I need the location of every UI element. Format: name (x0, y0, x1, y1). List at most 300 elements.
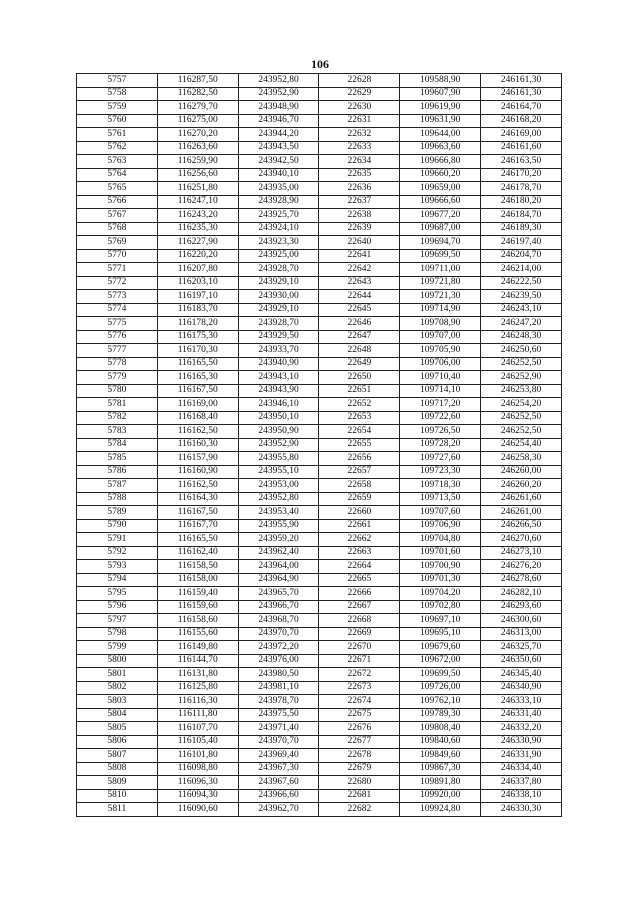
cell-y-coordinate-2: 246247,20 (481, 317, 562, 331)
cell-point-number: 5798 (77, 627, 158, 641)
cell-x-coordinate: 116159,40 (157, 587, 238, 601)
cell-point-number: 5758 (77, 87, 158, 101)
cell-point-number-2: 22670 (319, 641, 400, 655)
cell-x-coordinate-2: 109726,50 (400, 425, 481, 439)
cell-y-coordinate-2: 246250,60 (481, 344, 562, 358)
cell-y-coordinate-2: 246189,30 (481, 222, 562, 236)
cell-point-number: 5791 (77, 533, 158, 547)
cell-x-coordinate-2: 109666,60 (400, 195, 481, 209)
cell-point-number: 5785 (77, 452, 158, 466)
cell-y-coordinate-2: 246334,40 (481, 762, 562, 776)
cell-y-coordinate-2: 246261,60 (481, 492, 562, 506)
table-row (77, 560, 562, 574)
cell-point-number-2: 22668 (319, 614, 400, 628)
cell-y-coordinate: 243946,10 (238, 398, 319, 412)
table-row (77, 182, 562, 196)
cell-x-coordinate-2: 109695,10 (400, 627, 481, 641)
cell-x-coordinate: 116096,30 (157, 776, 238, 790)
cell-y-coordinate-2: 246252,50 (481, 411, 562, 425)
cell-y-coordinate-2: 246222,50 (481, 276, 562, 290)
cell-x-coordinate-2: 109718,30 (400, 479, 481, 493)
cell-y-coordinate-2: 246300,60 (481, 614, 562, 628)
cell-point-number-2: 22639 (319, 222, 400, 236)
table-row (77, 654, 562, 668)
cell-y-coordinate: 243965,70 (238, 587, 319, 601)
cell-point-number-2: 22632 (319, 128, 400, 142)
cell-point-number-2: 22654 (319, 425, 400, 439)
cell-y-coordinate: 243955,10 (238, 465, 319, 479)
cell-x-coordinate-2: 109867,30 (400, 762, 481, 776)
cell-y-coordinate-2: 246330,30 (481, 803, 562, 817)
cell-point-number-2: 22657 (319, 465, 400, 479)
cell-x-coordinate-2: 109711,00 (400, 263, 481, 277)
cell-y-coordinate-2: 246260,20 (481, 479, 562, 493)
cell-point-number-2: 22646 (319, 317, 400, 331)
cell-x-coordinate: 116090,60 (157, 803, 238, 817)
cell-y-coordinate-2: 246261,00 (481, 506, 562, 520)
cell-point-number-2: 22645 (319, 303, 400, 317)
cell-point-number: 5810 (77, 789, 158, 803)
cell-x-coordinate: 116159,60 (157, 600, 238, 614)
cell-y-coordinate: 243966,60 (238, 789, 319, 803)
cell-x-coordinate: 116235,30 (157, 222, 238, 236)
cell-point-number-2: 22637 (319, 195, 400, 209)
cell-point-number-2: 22660 (319, 506, 400, 520)
cell-y-coordinate-2: 246330,90 (481, 735, 562, 749)
cell-point-number-2: 22636 (319, 182, 400, 196)
cell-x-coordinate: 116279,70 (157, 101, 238, 115)
cell-x-coordinate-2: 109700,90 (400, 560, 481, 574)
cell-point-number-2: 22640 (319, 236, 400, 250)
cell-point-number-2: 22644 (319, 290, 400, 304)
cell-x-coordinate: 116164,30 (157, 492, 238, 506)
coordinates-table-body (77, 74, 562, 817)
cell-x-coordinate: 116275,00 (157, 114, 238, 128)
cell-point-number: 5762 (77, 141, 158, 155)
cell-y-coordinate-2: 246258,30 (481, 452, 562, 466)
table-row (77, 249, 562, 263)
cell-y-coordinate-2: 246254,20 (481, 398, 562, 412)
cell-x-coordinate-2: 109924,80 (400, 803, 481, 817)
cell-point-number: 5805 (77, 722, 158, 736)
cell-x-coordinate: 116149,80 (157, 641, 238, 655)
table-row (77, 195, 562, 209)
cell-point-number: 5773 (77, 290, 158, 304)
cell-point-number: 5761 (77, 128, 158, 142)
cell-x-coordinate-2: 109707,00 (400, 330, 481, 344)
cell-y-coordinate: 243953,40 (238, 506, 319, 520)
cell-x-coordinate-2: 109679,60 (400, 641, 481, 655)
cell-y-coordinate: 243923,30 (238, 236, 319, 250)
cell-y-coordinate: 243942,50 (238, 155, 319, 169)
cell-y-coordinate-2: 246161,30 (481, 74, 562, 88)
coordinates-table (76, 73, 562, 817)
cell-x-coordinate: 116256,60 (157, 168, 238, 182)
cell-x-coordinate: 116144,70 (157, 654, 238, 668)
cell-x-coordinate: 116165,30 (157, 371, 238, 385)
cell-point-number-2: 22638 (319, 209, 400, 223)
cell-y-coordinate-2: 246164,70 (481, 101, 562, 115)
cell-y-coordinate-2: 246345,40 (481, 668, 562, 682)
cell-y-coordinate-2: 246214,00 (481, 263, 562, 277)
cell-x-coordinate: 116251,80 (157, 182, 238, 196)
cell-point-number: 5775 (77, 317, 158, 331)
cell-x-coordinate: 116167,70 (157, 519, 238, 533)
cell-y-coordinate-2: 246163,50 (481, 155, 562, 169)
cell-y-coordinate: 243959,20 (238, 533, 319, 547)
cell-x-coordinate: 116170,30 (157, 344, 238, 358)
cell-x-coordinate-2: 109699,50 (400, 668, 481, 682)
cell-point-number-2: 22651 (319, 384, 400, 398)
cell-point-number-2: 22680 (319, 776, 400, 790)
cell-x-coordinate: 116155,60 (157, 627, 238, 641)
cell-point-number-2: 22672 (319, 668, 400, 682)
cell-x-coordinate: 116178,20 (157, 317, 238, 331)
cell-y-coordinate: 243929,10 (238, 303, 319, 317)
cell-point-number: 5767 (77, 209, 158, 223)
table-row (77, 101, 562, 115)
cell-x-coordinate-2: 109714,90 (400, 303, 481, 317)
cell-point-number-2: 22667 (319, 600, 400, 614)
cell-x-coordinate: 116247,10 (157, 195, 238, 209)
cell-point-number: 5759 (77, 101, 158, 115)
cell-y-coordinate: 243964,90 (238, 573, 319, 587)
cell-y-coordinate: 243952,90 (238, 438, 319, 452)
cell-y-coordinate-2: 246252,50 (481, 357, 562, 371)
cell-point-number-2: 22671 (319, 654, 400, 668)
cell-x-coordinate: 116098,80 (157, 762, 238, 776)
cell-point-number-2: 22675 (319, 708, 400, 722)
cell-point-number-2: 22628 (319, 74, 400, 88)
table-row (77, 155, 562, 169)
cell-y-coordinate: 243962,70 (238, 803, 319, 817)
cell-y-coordinate: 243948,90 (238, 101, 319, 115)
cell-x-coordinate-2: 109660,20 (400, 168, 481, 182)
cell-point-number-2: 22641 (319, 249, 400, 263)
table-row (77, 546, 562, 560)
table-row (77, 317, 562, 331)
cell-y-coordinate: 243929,50 (238, 330, 319, 344)
cell-x-coordinate-2: 109726,00 (400, 681, 481, 695)
cell-y-coordinate-2: 246278,60 (481, 573, 562, 587)
cell-point-number: 5777 (77, 344, 158, 358)
cell-y-coordinate: 243935,00 (238, 182, 319, 196)
cell-point-number: 5795 (77, 587, 158, 601)
cell-point-number: 5787 (77, 479, 158, 493)
cell-x-coordinate-2: 109588,90 (400, 74, 481, 88)
cell-y-coordinate-2: 246243,10 (481, 303, 562, 317)
cell-x-coordinate-2: 109789,30 (400, 708, 481, 722)
cell-x-coordinate: 116094,30 (157, 789, 238, 803)
cell-point-number-2: 22634 (319, 155, 400, 169)
cell-y-coordinate: 243946,70 (238, 114, 319, 128)
cell-point-number-2: 22643 (319, 276, 400, 290)
cell-point-number-2: 22652 (319, 398, 400, 412)
table-row (77, 425, 562, 439)
cell-y-coordinate: 243950,10 (238, 411, 319, 425)
cell-x-coordinate: 116101,80 (157, 749, 238, 763)
cell-y-coordinate-2: 246325,70 (481, 641, 562, 655)
cell-point-number: 5790 (77, 519, 158, 533)
table-row (77, 276, 562, 290)
cell-point-number-2: 22661 (319, 519, 400, 533)
cell-x-coordinate-2: 109706,00 (400, 357, 481, 371)
cell-y-coordinate: 243966,70 (238, 600, 319, 614)
cell-x-coordinate: 116220,20 (157, 249, 238, 263)
table-row (77, 87, 562, 101)
cell-x-coordinate-2: 109659,00 (400, 182, 481, 196)
cell-point-number: 5772 (77, 276, 158, 290)
table-row (77, 465, 562, 479)
cell-y-coordinate: 243971,40 (238, 722, 319, 736)
cell-y-coordinate: 243929,10 (238, 276, 319, 290)
table-row (77, 627, 562, 641)
cell-point-number: 5806 (77, 735, 158, 749)
cell-point-number: 5768 (77, 222, 158, 236)
table-row (77, 236, 562, 250)
cell-point-number: 5803 (77, 695, 158, 709)
cell-x-coordinate: 116131,80 (157, 668, 238, 682)
cell-y-coordinate: 243925,70 (238, 209, 319, 223)
cell-y-coordinate: 243928,70 (238, 263, 319, 277)
cell-x-coordinate: 116107,70 (157, 722, 238, 736)
cell-x-coordinate-2: 109808,40 (400, 722, 481, 736)
cell-y-coordinate-2: 246184,70 (481, 209, 562, 223)
cell-y-coordinate: 243970,70 (238, 735, 319, 749)
cell-point-number: 5784 (77, 438, 158, 452)
cell-y-coordinate-2: 246333,10 (481, 695, 562, 709)
cell-x-coordinate-2: 109697,10 (400, 614, 481, 628)
cell-point-number: 5804 (77, 708, 158, 722)
cell-y-coordinate-2: 246197,40 (481, 236, 562, 250)
cell-y-coordinate-2: 246170,20 (481, 168, 562, 182)
table-row (77, 722, 562, 736)
cell-x-coordinate-2: 109677,20 (400, 209, 481, 223)
cell-y-coordinate-2: 246338,10 (481, 789, 562, 803)
cell-x-coordinate-2: 109666,80 (400, 155, 481, 169)
table-row (77, 668, 562, 682)
cell-point-number-2: 22630 (319, 101, 400, 115)
cell-point-number-2: 22655 (319, 438, 400, 452)
cell-x-coordinate: 116125,80 (157, 681, 238, 695)
cell-x-coordinate-2: 109663,60 (400, 141, 481, 155)
cell-y-coordinate-2: 246331,90 (481, 749, 562, 763)
cell-point-number: 5771 (77, 263, 158, 277)
table-row (77, 492, 562, 506)
cell-x-coordinate: 116160,90 (157, 465, 238, 479)
cell-y-coordinate: 243925,00 (238, 249, 319, 263)
cell-point-number-2: 22633 (319, 141, 400, 155)
cell-point-number-2: 22674 (319, 695, 400, 709)
cell-x-coordinate: 116259,90 (157, 155, 238, 169)
cell-x-coordinate: 116116,30 (157, 695, 238, 709)
cell-y-coordinate-2: 246270,60 (481, 533, 562, 547)
cell-point-number-2: 22650 (319, 371, 400, 385)
cell-x-coordinate-2: 109644,00 (400, 128, 481, 142)
cell-y-coordinate-2: 246169,00 (481, 128, 562, 142)
cell-x-coordinate-2: 109840,60 (400, 735, 481, 749)
cell-x-coordinate: 116169,00 (157, 398, 238, 412)
cell-point-number-2: 22678 (319, 749, 400, 763)
table-row (77, 479, 562, 493)
cell-point-number: 5789 (77, 506, 158, 520)
cell-point-number: 5783 (77, 425, 158, 439)
table-row (77, 641, 562, 655)
cell-y-coordinate: 243952,90 (238, 87, 319, 101)
cell-x-coordinate-2: 109619,90 (400, 101, 481, 115)
cell-x-coordinate-2: 109631,90 (400, 114, 481, 128)
cell-y-coordinate: 243940,90 (238, 357, 319, 371)
cell-point-number-2: 22649 (319, 357, 400, 371)
cell-y-coordinate: 243950,90 (238, 425, 319, 439)
table-row (77, 803, 562, 817)
cell-y-coordinate: 243970,70 (238, 627, 319, 641)
cell-point-number: 5809 (77, 776, 158, 790)
cell-x-coordinate: 116157,90 (157, 452, 238, 466)
cell-point-number-2: 22648 (319, 344, 400, 358)
cell-x-coordinate-2: 109702,80 (400, 600, 481, 614)
table-row (77, 128, 562, 142)
table-row (77, 222, 562, 236)
cell-point-number: 5808 (77, 762, 158, 776)
cell-point-number-2: 22647 (319, 330, 400, 344)
cell-y-coordinate: 243943,10 (238, 371, 319, 385)
cell-x-coordinate-2: 109706,90 (400, 519, 481, 533)
cell-y-coordinate: 243953,00 (238, 479, 319, 493)
cell-x-coordinate: 116203,10 (157, 276, 238, 290)
cell-point-number-2: 22662 (319, 533, 400, 547)
cell-point-number: 5769 (77, 236, 158, 250)
table-row (77, 384, 562, 398)
cell-point-number: 5766 (77, 195, 158, 209)
cell-point-number-2: 22665 (319, 573, 400, 587)
cell-x-coordinate-2: 109699,50 (400, 249, 481, 263)
table-row (77, 681, 562, 695)
cell-point-number: 5807 (77, 749, 158, 763)
cell-y-coordinate-2: 246266,50 (481, 519, 562, 533)
cell-x-coordinate-2: 109687,00 (400, 222, 481, 236)
table-row (77, 411, 562, 425)
table-row (77, 735, 562, 749)
cell-y-coordinate: 243928,90 (238, 195, 319, 209)
cell-x-coordinate: 116243,20 (157, 209, 238, 223)
table-row (77, 263, 562, 277)
cell-y-coordinate-2: 246180,20 (481, 195, 562, 209)
cell-point-number: 5788 (77, 492, 158, 506)
cell-point-number: 5792 (77, 546, 158, 560)
cell-x-coordinate: 116167,50 (157, 506, 238, 520)
cell-point-number: 5802 (77, 681, 158, 695)
cell-point-number-2: 22642 (319, 263, 400, 277)
cell-point-number-2: 22653 (319, 411, 400, 425)
cell-x-coordinate-2: 109607,90 (400, 87, 481, 101)
cell-y-coordinate: 243980,50 (238, 668, 319, 682)
table-row (77, 762, 562, 776)
cell-y-coordinate: 243930,00 (238, 290, 319, 304)
cell-point-number: 5794 (77, 573, 158, 587)
cell-y-coordinate: 243924,10 (238, 222, 319, 236)
cell-x-coordinate-2: 109701,60 (400, 546, 481, 560)
table-row (77, 708, 562, 722)
table-row (77, 344, 562, 358)
cell-x-coordinate-2: 109701,30 (400, 573, 481, 587)
cell-x-coordinate-2: 109672,00 (400, 654, 481, 668)
cell-x-coordinate-2: 109704,20 (400, 587, 481, 601)
cell-y-coordinate-2: 246254,40 (481, 438, 562, 452)
cell-x-coordinate: 116197,10 (157, 290, 238, 304)
cell-y-coordinate: 243928,70 (238, 317, 319, 331)
cell-x-coordinate: 116175,30 (157, 330, 238, 344)
cell-y-coordinate-2: 246168,20 (481, 114, 562, 128)
cell-point-number-2: 22676 (319, 722, 400, 736)
cell-point-number: 5760 (77, 114, 158, 128)
cell-point-number-2: 22635 (319, 168, 400, 182)
cell-x-coordinate: 116158,60 (157, 614, 238, 628)
cell-point-number: 5763 (77, 155, 158, 169)
cell-y-coordinate: 243933,70 (238, 344, 319, 358)
cell-x-coordinate: 116270,20 (157, 128, 238, 142)
cell-x-coordinate-2: 109891,80 (400, 776, 481, 790)
cell-x-coordinate-2: 109705,90 (400, 344, 481, 358)
cell-point-number: 5796 (77, 600, 158, 614)
table-row (77, 290, 562, 304)
table-row (77, 209, 562, 223)
cell-y-coordinate-2: 246252,90 (481, 371, 562, 385)
cell-point-number-2: 22656 (319, 452, 400, 466)
table-row (77, 114, 562, 128)
cell-y-coordinate: 243943,90 (238, 384, 319, 398)
cell-point-number: 5757 (77, 74, 158, 88)
table-row (77, 438, 562, 452)
cell-y-coordinate-2: 246337,80 (481, 776, 562, 790)
cell-y-coordinate: 243962,40 (238, 546, 319, 560)
cell-y-coordinate: 243969,40 (238, 749, 319, 763)
cell-point-number: 5799 (77, 641, 158, 655)
cell-y-coordinate-2: 246161,60 (481, 141, 562, 155)
cell-point-number-2: 22673 (319, 681, 400, 695)
cell-point-number-2: 22681 (319, 789, 400, 803)
table-row (77, 789, 562, 803)
table-row (77, 452, 562, 466)
cell-x-coordinate-2: 109713,50 (400, 492, 481, 506)
cell-y-coordinate-2: 246350,60 (481, 654, 562, 668)
cell-y-coordinate-2: 246340,90 (481, 681, 562, 695)
page-number: 106 (311, 57, 329, 71)
table-row (77, 614, 562, 628)
cell-point-number: 5774 (77, 303, 158, 317)
cell-x-coordinate: 116287,50 (157, 74, 238, 88)
cell-y-coordinate-2: 246313,00 (481, 627, 562, 641)
cell-y-coordinate-2: 246260,00 (481, 465, 562, 479)
cell-y-coordinate: 243952,80 (238, 74, 319, 88)
cell-x-coordinate-2: 109721,30 (400, 290, 481, 304)
cell-point-number-2: 22669 (319, 627, 400, 641)
cell-y-coordinate-2: 246252,50 (481, 425, 562, 439)
cell-x-coordinate: 116162,50 (157, 425, 238, 439)
cell-x-coordinate-2: 109722,60 (400, 411, 481, 425)
table-row (77, 749, 562, 763)
cell-y-coordinate: 243955,90 (238, 519, 319, 533)
cell-x-coordinate: 116207,80 (157, 263, 238, 277)
cell-y-coordinate: 243943,50 (238, 141, 319, 155)
cell-y-coordinate: 243968,70 (238, 614, 319, 628)
cell-y-coordinate: 243940,10 (238, 168, 319, 182)
cell-y-coordinate-2: 246282,10 (481, 587, 562, 601)
cell-x-coordinate: 116111,80 (157, 708, 238, 722)
cell-y-coordinate: 243978,70 (238, 695, 319, 709)
cell-point-number-2: 22682 (319, 803, 400, 817)
cell-y-coordinate: 243976,00 (238, 654, 319, 668)
